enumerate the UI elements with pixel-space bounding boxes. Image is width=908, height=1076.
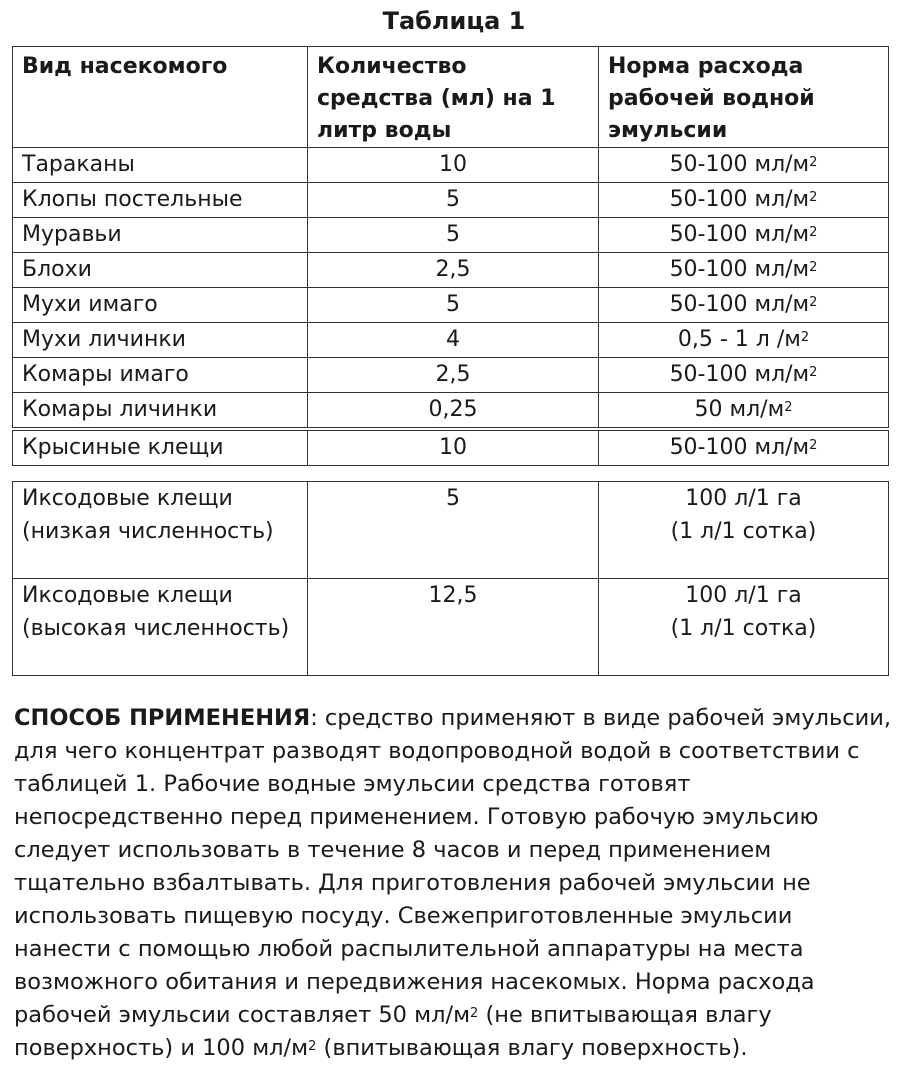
rate-cell: 50-100 $мл/м^2$ [599,218,889,253]
insect-cell: Комары личинки [13,393,308,428]
amount-cell: 5 [308,288,599,323]
insect-cell: Комары имаго [13,358,308,393]
insect-cell: Иксодовые клещи (высокая численность) [13,579,308,676]
rate-cell: 50-100 $мл/м^2$ [599,431,889,466]
header-rate: Норма расхода рабочей водной эмульсии [599,47,889,148]
method-text-2: (не впитывающая влагу поверхность) и 100 мл/м [14,1002,772,1061]
table-row [13,323,889,358]
amount-cell: 5 [308,218,599,253]
method-text-3: (впитывающая влагу поверхность). [316,1035,748,1061]
rate-cell: 50-100 $мл/м^2$ [599,358,889,393]
rate-cell: 50-100 $мл/м^2$ [599,253,889,288]
table-row [13,431,889,466]
rate-cell: 50-100 $мл/м^2$ [599,148,889,183]
header-amount: Количество средства (мл) на 1 литр воды [308,47,599,148]
superscript: 2 [470,1006,479,1021]
insect-cell: Мухи имаго [13,288,308,323]
table-row [13,253,889,288]
amount-cell: 5 [308,482,599,579]
rate-cell: 50 $мл/м^2$ [599,393,889,428]
insect-cell: Блохи [13,253,308,288]
table-header-row [13,47,889,148]
table-row [13,393,889,428]
rate-cell: 50-100 $мл/м^2$ [599,288,889,323]
amount-cell: 10 [308,148,599,183]
table-row [13,183,889,218]
method-text-1: : средство применяют в виде рабочей эмульсии, для чего концентрат разводят водопроводной водой в соответствии с таблицей 1. Рабочие водные эмульсии средства готовят непосредственно перед применением. Готовую рабочую эмульсию следует использовать в течение 8 часов и перед применением тщательно взбалтывать. Для приготовления рабочей эмульсии не использовать пищевую посуду. Свежеприготовленные эмульсии нанести с помощью любой распылительной аппаратуры на места возможного обитания и передвижения насекомых. Норма расхода рабочей эмульсии составляет 50 мл/м [14,705,892,1028]
table-row [13,288,889,323]
table-row [13,482,889,579]
insect-cell: Тараканы [13,148,308,183]
amount-cell: 12,5 [308,579,599,676]
amount-cell: 4 [308,323,599,358]
method-heading: СПОСОБ ПРИМЕНЕНИЯ [14,705,311,731]
table-row [13,579,889,676]
table-row [13,218,889,253]
insect-cell: Иксодовые клещи (низкая численность) [13,482,308,579]
rate-cell: 100 л/1 га (1 л/1 сотка) [599,482,889,579]
amount-cell: 10 [308,431,599,466]
rate-cell: 0,5 - 1 л $/м^2$ [599,323,889,358]
ticks-table [12,481,889,676]
table-row [13,358,889,393]
rate-cell: 100 л/1 га (1 л/1 сотка) [599,579,889,676]
insect-cell: Крысиные клещи [13,431,308,466]
insect-cell: Мухи личинки [13,323,308,358]
rate-cell: 50-100 $мл/м^2$ [599,183,889,218]
rat-mites-table [12,430,889,466]
dosage-table [12,46,889,428]
insect-cell: Муравьи [13,218,308,253]
superscript: 2 [308,1039,317,1054]
insect-cell: Клопы постельные [13,183,308,218]
table-row [13,148,889,183]
amount-cell: 2,5 [308,253,599,288]
amount-cell: 0,25 [308,393,599,428]
method-paragraph [14,702,894,1065]
table-title: Таблица 1 [382,7,526,35]
header-insect: Вид насекомого [13,47,308,148]
amount-cell: 2,5 [308,358,599,393]
amount-cell: 5 [308,183,599,218]
